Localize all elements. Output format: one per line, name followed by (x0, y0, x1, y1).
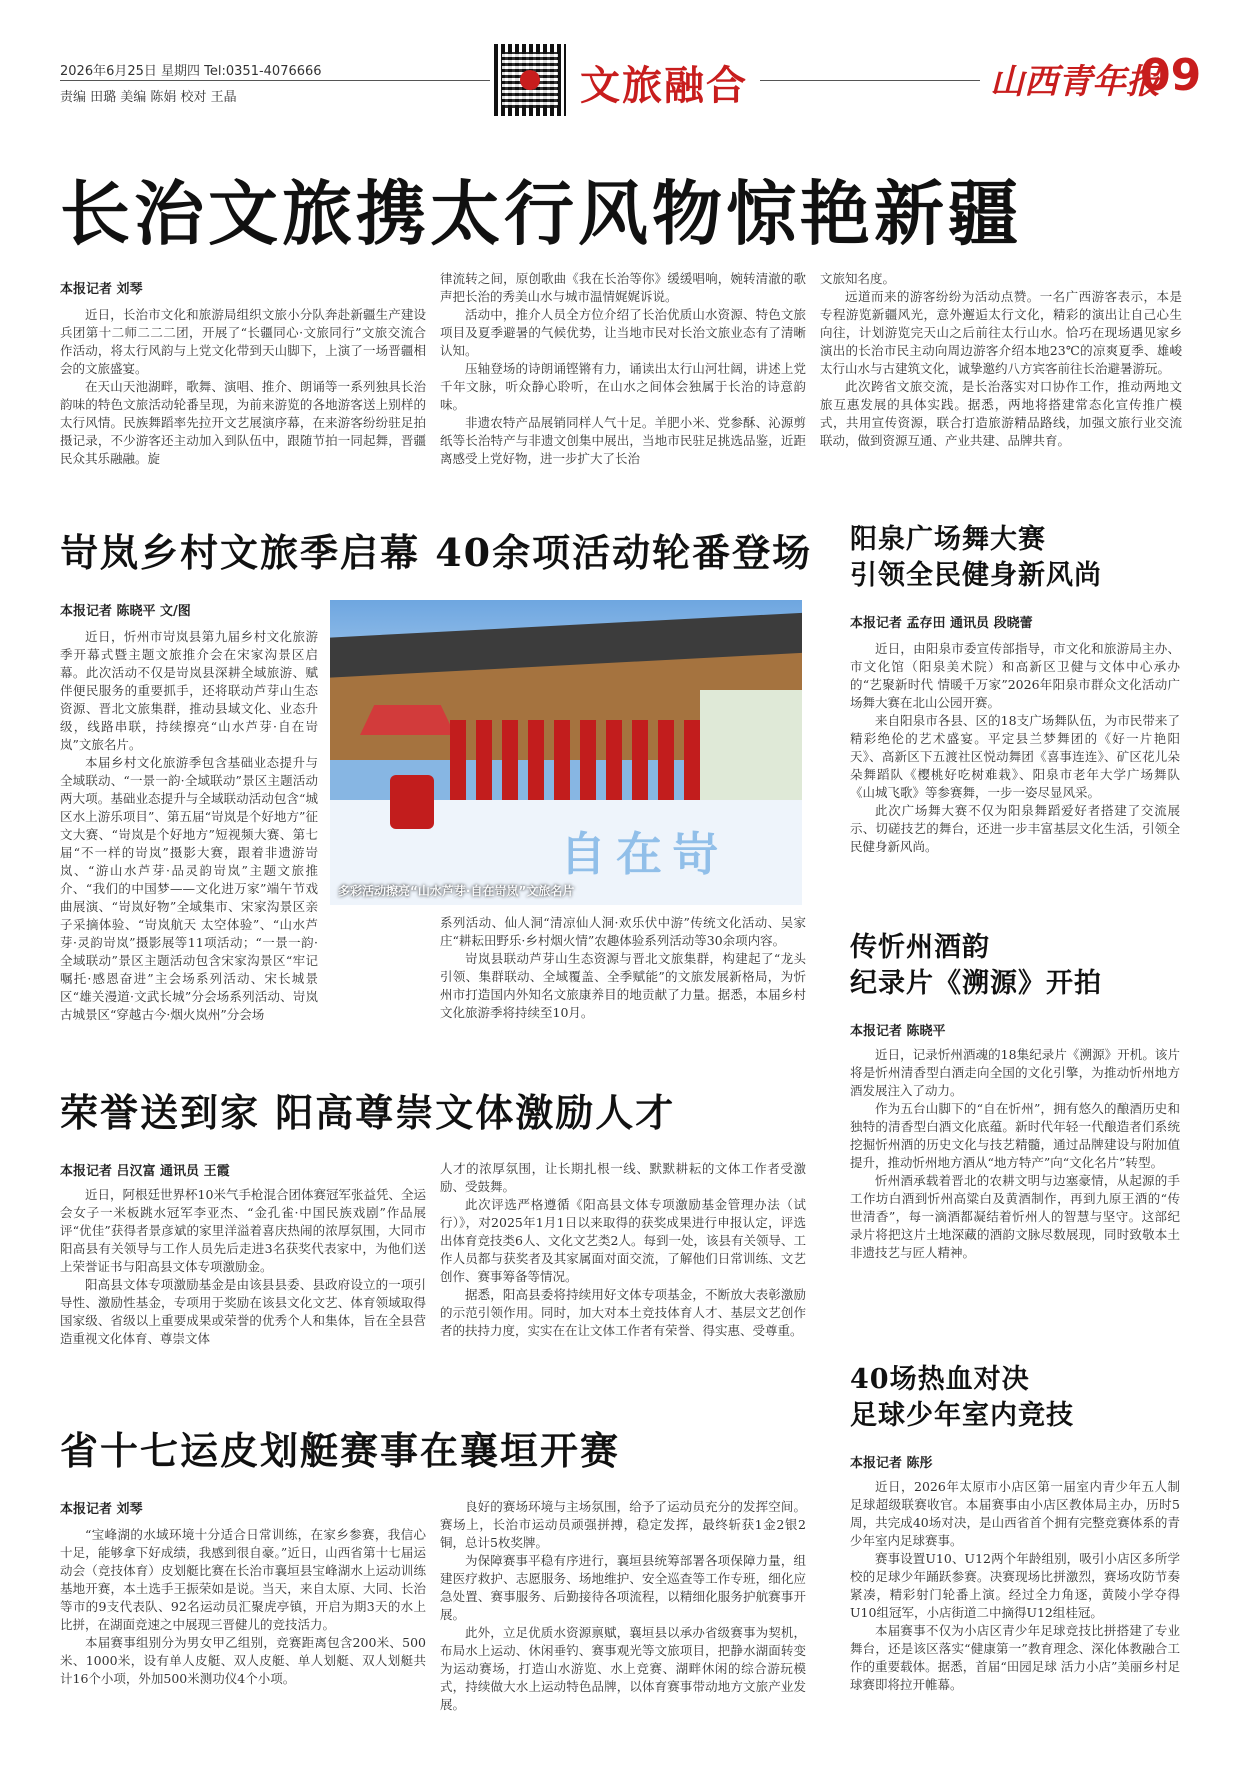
paragraph: 此次评选严格遵循《阳高县文体专项激励基金管理办法（试行）》，对2025年1月1日以来取得的获奖成果进行申报认定，评选出体育竞技类6人、文化文艺类2人。每到一处，该县有关领导、工作人员都与获奖者及其家属面对面交流，了解他们日常训练、文艺创作、赛事筹备等情况。 (440, 1197, 806, 1284)
paragraph: 文旅知名度。 (820, 271, 896, 286)
qr-code-icon[interactable] (494, 44, 566, 116)
lead-col-2 (440, 270, 806, 468)
liquor-body (850, 1046, 1180, 1262)
rowing-col-2 (440, 1498, 806, 1714)
photo-stage-text: 自在岢 (560, 827, 728, 881)
paragraph: 来自阳泉市各县、区的18支广场舞队伍，为市民带来了精彩绝伦的艺术盛宴。平定县兰梦舞团的《好一片艳阳天》、高新区下五渡社区悦动舞团《喜事连连》、矿区花儿朵朵舞蹈队《樱桃好吃树难栽》、阳泉市老年大学广场舞队《山城飞歌》等参赛舞，一步一姿尽显风采。 (850, 713, 1180, 800)
editors-line: 责编 田璐 美编 陈娟 校对 王晶 (60, 90, 237, 105)
paragraph: 作为五台山脚下的“自在忻州”，拥有悠久的酿酒历史和独特的清香型白酒文化底蕴。新时代年轻一代酿造者们系统挖掘忻州酒的历史文化与技艺精髓，通过品牌建设与附加值提升，推动忻州地方酒从“地方特产”向“文化名片”转型。 (850, 1101, 1180, 1170)
paragraph: 近日，2026年太原市小店区第一届室内青少年五人制足球超级联赛收官。本届赛事由小店区教体局主办，历时5周，共完成40场对决，是山西省首个拥有完整竞赛体系的青少年室内足球赛事。 (850, 1479, 1180, 1548)
football-byline: 本报记者 陈彤 (850, 1456, 933, 1471)
lead-col-1 (60, 306, 426, 468)
paragraph: 忻州酒承载着晋北的农耕文明与边塞豪情，从起源的手工作坊白酒到忻州高粱白及黄酒制作，再到九原王酒的“传世清香”，每一滴酒都凝结着忻州人的智慧与坚守。这部纪录片将把这片土地深藏的酒韵文脉尽数展现，同时致敬本土非遗技艺与匠人精神。 (850, 1173, 1180, 1260)
event-photo (330, 600, 802, 905)
paragraph: 律流转之间，原创歌曲《我在长治等你》缓缓唱响，婉转清澈的歌声把长治的秀美山水与城市温情娓娓诉说。 (440, 271, 806, 304)
liquor-byline: 本报记者 陈晓平 (850, 1024, 946, 1039)
lead-headline: 长治文旅携太行风物惊艳新疆 (60, 172, 1022, 255)
paragraph: 人才的浓厚氛围，让长期扎根一线、默默耕耘的文体工作者受激励、受鼓舞。 (440, 1161, 806, 1194)
dance-body (850, 640, 1180, 856)
headline-line: 传忻州酒韵 (850, 932, 990, 963)
paragraph: 近日，记录忻州酒魂的18集纪录片《溯源》开机。该片将是忻州清香型白酒走向全国的文化引擎，为推动忻州地方酒发展注入了动力。 (850, 1047, 1180, 1098)
paragraph: 在天山天池湖畔，歌舞、演唱、推介、朗诵等一系列独具长治韵味的特色文旅活动轮番呈现，为前来游览的各地游客送上别样的太行风情。民族舞蹈率先拉开文艺展演序幕，在来游客纷纷驻足拍摄记录，不少游客还主动加入到队伍中，跟随节拍一同起舞，晋疆民众其乐融融。旋 (60, 379, 426, 466)
kelan-col-1 (60, 628, 318, 1024)
paragraph: 近日，忻州市岢岚县第九届乡村文化旅游季开幕式暨主题文旅推介会在宋家沟景区启幕。此次活动不仅是岢岚县深耕全域旅游、赋伴便民服务的重要抓手，还将联动芦芽山生态资源、晋北文旅集群，推动县域文化、业态升级，线路串联，持续擦亮“山水芦芽·自在岢岚”文旅名片。 (60, 629, 318, 752)
headline-line: 40场热血对决 (850, 1364, 1030, 1395)
paragraph: 本届赛事不仅为小店区青少年足球竞技比拼搭建了专业舞台，还是该区落实“健康第一”教育理念、深化体教融合工作的重要载体。据悉，首届“田园足球 活力小店”美丽乡村足球赛即将拉开帷幕。 (850, 1623, 1180, 1692)
page-number: 09 (1140, 50, 1202, 101)
rowing-col-1 (60, 1526, 426, 1688)
headline-line: 足球少年室内竞技 (850, 1400, 1074, 1431)
paragraph: 岢岚县联动芦芽山生态资源与晋北文旅集群，构建起了“龙头引领、集群联动、全域覆盖、全季赋能”的文旅发展新格局，为忻州市打造国内外知名文旅康养目的地贡献了力量。据悉，本届乡村文化旅游季将持续至10月。 (440, 951, 806, 1020)
kelan-byline: 本报记者 陈晓平 文/图 (60, 604, 191, 619)
paragraph: 近日，阿根廷世界杯10米气手枪混合团体赛冠军张益凭、全运会女子一米板跳水冠军李亚杰、“金孔雀·中国民族戏剧”作品展评“优佳”获得者景彦斌的家里洋溢着喜庆热闹的浓厚氛围，大同市阳高县有关领导与工作人员先后走进3名获奖代表家中，为他们送上荣誉证书与阳高县文体专项激励金。 (60, 1187, 426, 1274)
liquor-headline (850, 930, 1102, 1002)
paragraph: 本届赛事组别分为男女甲乙组别，竞赛距离包含200米、500米、1000米，设有单人皮艇、双人皮艇、单人划艇、双人划艇共计16个小项，外加500米测功仪4个小项。 (60, 1635, 426, 1686)
kelan-col-2 (440, 914, 806, 1022)
yanggao-col-1 (60, 1186, 426, 1348)
football-body (850, 1478, 1180, 1694)
headline-line: 引领全民健身新风尚 (850, 560, 1102, 591)
paragraph: “宝峰湖的水域环境十分适合日常训练，在家乡参赛，我信心十足，能够拿下好成绩，我感到很自豪。”近日，山西省第十七届运动会（竞技体育）皮划艇比赛在长治市襄垣县宝峰湖水上运动训练基地开赛，本土选手王振荣如是说。当天，来自太原、大同、长治等市的9支代表队、92名运动员汇聚虎亭镇，开启为期3天的水上比拼，在湖面竞速之中展现三晋健儿的竞技活力。 (60, 1527, 426, 1632)
header-rule (60, 80, 490, 81)
paragraph: 系列活动、仙人洞“清凉仙人洞·欢乐伏中游”传统文化活动、吴家庄“耕耘田野乐·乡村烟火情”农趣体验系列活动等30余项内容。 (440, 915, 806, 948)
paragraph: 压轴登场的诗朗诵铿锵有力，诵读出太行山河壮阔，讲述上党千年文脉，听众静心聆听，在山水之间体会独属于长治的诗意韵味。 (440, 361, 806, 412)
kelan-headline: 岢岚乡村文旅季启幕 40余项活动轮番登场 (60, 530, 813, 575)
football-headline (850, 1362, 1074, 1434)
masthead-logo: 山西青年报 (990, 62, 1160, 102)
date-line: 2026年6月25日 星期四 Tel:0351-4076666 (60, 64, 322, 79)
headline-line: 阳泉广场舞大赛 (850, 524, 1046, 555)
header-rule-right (760, 80, 980, 81)
paragraph: 本届乡村文化旅游季包含基础业态提升与全域联动、“一景一韵·全域联动”景区主题活动两大项。基础业态提升与全域联动活动包含“城区水上游乐项目”、第五届“岢岚是个好地方”征文大赛、“岢岚是个好地方”短视频大赛、第七届“不一样的岢岚”摄影大赛，跟着非遗游岢岚、“游山水芦芽·品灵韵岢岚”主题文旅推介、“我们的中国梦——文化进万家”端午节戏曲展演、“岢岚好物”全域集市、宋家沟景区亲子采摘体验、“岢岚航天 太空体验”、“山水芦芽·灵韵岢岚”摄影展等11项活动；“一景一韵·全域联动”景区主题活动包含宋家沟景区“牢记嘱托·感恩奋进”主会场系列活动、宋长城景区“雄关漫道·文武长城”分会场系列活动、岢岚古城景区“穿越古今·烟火岚州”分会场 (60, 755, 318, 1022)
paragraph: 远道而来的游客纷纷为活动点赞。一名广西游客表示，本是专程游览新疆风光，意外邂逅太行文化，精彩的演出让自己心生向往，计划游览完天山之后前往太行山水。恰巧在现场遇见家乡演出的长治市民主动向周边游客介绍本地23℃的凉爽夏季、雄峻太行山水与古建筑文化，诚挚邀约八方宾客前往长治避暑游玩。 (820, 289, 1182, 376)
lead-col-3 (820, 270, 1182, 450)
paragraph: 赛事设置U10、U12两个年龄组别，吸引小店区多所学校的足球少年踊跃参赛。决赛现场比拼激烈，赛场攻防节奏紧凑，精彩射门轮番上演。经过全力角逐，黄陵小学夺得U10组冠军，小店街道二中摘得U12组桂冠。 (850, 1551, 1180, 1620)
paragraph: 据悉，阳高县委将持续用好文体专项基金，不断放大表彰激励的示范引领作用。同时，加大对本土竞技体育人才、基层文艺创作者的扶持力度，实实在在让文体工作者有荣誉、得实惠、受尊重。 (440, 1287, 806, 1338)
dance-headline (850, 522, 1102, 594)
section-title: 文旅融合 (580, 62, 748, 109)
yanggao-headline: 荣誉送到家 阳高尊崇文体激励人才 (60, 1090, 676, 1135)
paragraph: 此次跨省文旅交流，是长治落实对口协作工作，推动两地文旅互惠发展的具体实践。据悉，两地将搭建常态化宣传推广模式，共用宣传资源，联合打造旅游精品路线，加强文旅行业交流联动，做到资源互通、产业共建、品牌共育。 (820, 379, 1182, 448)
paragraph: 活动中，推介人员全方位介绍了长治优质山水资源、特色文旅项目及夏季避暑的气候优势，让当地市民对长治文旅业态有了清晰认知。 (440, 307, 806, 358)
paragraph: 良好的赛场环境与主场氛围，给予了运动员充分的发挥空间。赛场上，长治市运动员顽强拼搏，稳定发挥，最终斩获1金2银2铜，总计5枚奖牌。 (440, 1499, 806, 1550)
paragraph: 阳高县文体专项激励基金是由该县县委、县政府设立的一项引导性、激励性基金，专项用于奖励在该县文化文艺、体育领域取得国家级、省级以上重要成果或荣誉的优秀个人和集体，旨在全县营造重视文化体育、尊崇文体 (60, 1277, 426, 1346)
paragraph: 近日，由阳泉市委宣传部指导，市文化和旅游局主办、市文化馆（阳泉美术院）和高新区卫健与文体中心承办的“艺聚新时代 情暖千万家”2026年阳泉市群众文化活动广场舞大赛在北山公园开赛。 (850, 641, 1180, 710)
paragraph: 此次广场舞大赛不仅为阳泉舞蹈爱好者搭建了交流展示、切磋技艺的舞台，还进一步丰富基层文化生活，引领全民健身新风尚。 (850, 803, 1180, 854)
dance-byline: 本报记者 孟存田 通讯员 段晓蕾 (850, 616, 1033, 631)
yanggao-byline: 本报记者 吕汉富 通讯员 王霞 (60, 1164, 230, 1179)
yanggao-col-2 (440, 1160, 806, 1340)
paragraph: 此外，立足优质水资源禀赋，襄垣县以承办省级赛事为契机，布局水上运动、休闲垂钓、赛事观光等文旅项目，把静水湖面转变为运动赛场，打造山水游览、水上竞赛、湖畔休闲的综合游玩模式，持续做大水上运动特色品牌，以体育赛事带动地方文旅产业发展。 (440, 1625, 806, 1712)
photo-caption: 多彩活动擦亮“山水芦芽·自在岢岚”文旅名片 (338, 884, 575, 898)
paragraph: 非遗农特产品展销同样人气十足。羊肥小米、党参酥、沁源剪纸等长治特产与非遗文创集中展出，当地市民驻足挑选品鉴，近距离感受上党好物，进一步扩大了长治 (440, 415, 806, 466)
paragraph: 为保障赛事平稳有序进行，襄垣县统筹部署各项保障力量，组建医疗救护、志愿服务、场地维护、安全巡查等工作专班，细化应急处置、赛事服务、后勤接待各项流程，以精细化服务护航赛事开展。 (440, 1553, 806, 1622)
rowing-byline: 本报记者 刘琴 (60, 1502, 143, 1517)
rowing-headline: 省十七运皮划艇赛事在襄垣开赛 (60, 1428, 621, 1473)
headline-line: 纪录片《溯源》开拍 (850, 968, 1102, 999)
lead-byline: 本报记者 刘琴 (60, 282, 143, 297)
paragraph: 近日，长治市文化和旅游局组织文旅小分队奔赴新疆生产建设兵团第十二师二二二团，开展了“长疆同心·文旅同行”文旅交流合作活动，将太行风韵与上党文化带到天山脚下，上演了一场晋疆相会的文旅盛宴。 (60, 307, 426, 376)
